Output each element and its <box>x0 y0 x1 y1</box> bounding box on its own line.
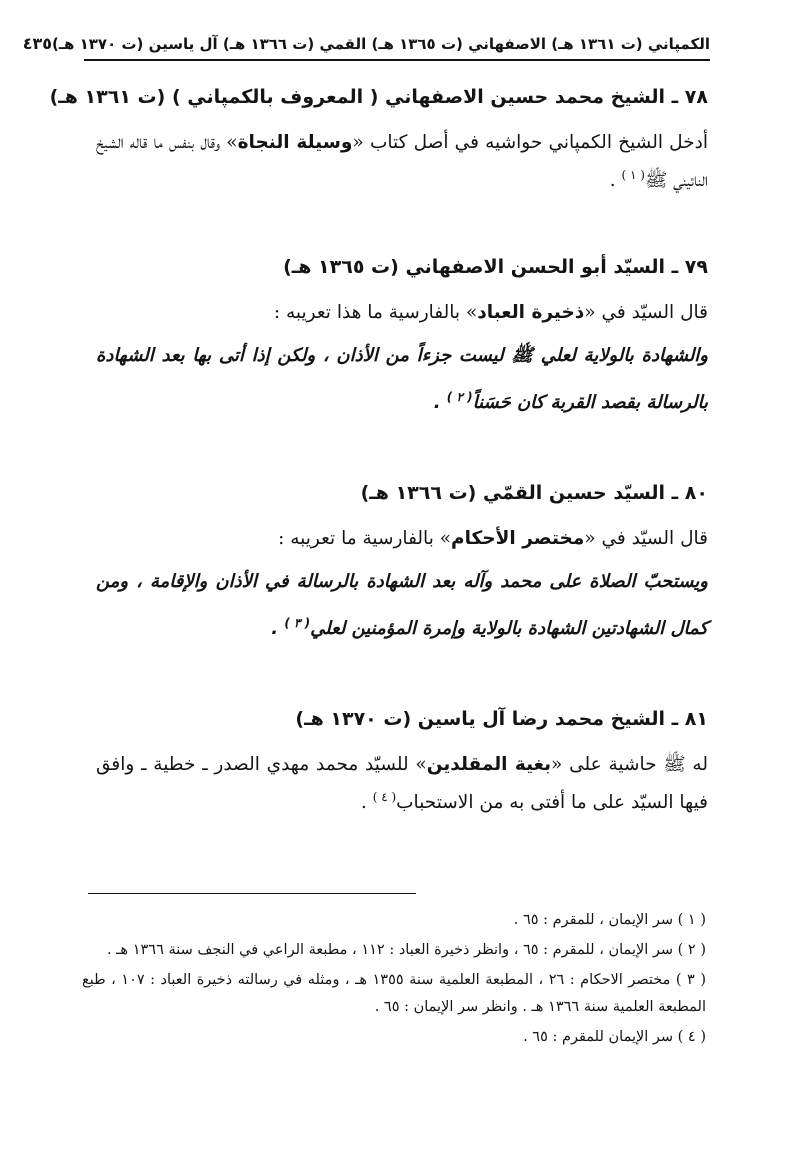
footnote-reference: ( ٣ ) <box>284 616 311 630</box>
running-title: الكمپاني (ت ١٣٦١ هـ) الاصفهاني (ت ١٣٦٥ هـ) القمي (ت ١٣٦٦ هـ) آل ياسين (ت ١٣٧٠ هـ) <box>52 35 710 53</box>
footnote-reference: ( ٢ ) <box>446 390 473 404</box>
book-title: وسيلة النجاة <box>237 132 353 153</box>
footnotes <box>82 907 706 1054</box>
book-title: ذخيرة العباد <box>477 302 585 323</box>
entry-81 <box>96 702 708 822</box>
quoted-ruling: ويستحبّ الصلاة على محمد وآله بعد الشهادة بالرسالة في الأذان والإقامة ، ومن كمال الشهادتين الشهادة بالولاية وإمرة المؤمنين لعلي$^{( ٣ )}$ . <box>96 571 708 639</box>
entry-paragraph: له ﷺ حاشية على «بغية المقلدين» للسيّد محمد مهدي الصدر ـ خطية ـ وافق فيها السيّد على ما أفتى به من الاستحباب$^{( ٤ )}$ . <box>96 754 708 813</box>
entry-intro: قال السيّد في «مختصر الأحكام» بالفارسية ما تعريبه : <box>278 528 708 549</box>
book-title: مختصر الأحكام <box>451 528 585 549</box>
footnote-reference: ( ١ ) <box>621 167 645 182</box>
entry-80 <box>96 476 708 652</box>
running-header <box>22 34 710 61</box>
entry-title: ٧٨ ـ الشيخ محمد حسين الاصفهاني ( المعروف بالكمپاني ) (ت ١٣٦١ هـ) <box>49 86 708 108</box>
footnote: ( ٢ ) سر الإيمان ، للمقرم : ٦٥ ، وانظر ذخيرة العباد : ١١٢ ، مطبعة الراعي في النجف سنة ١٣٦٦ هـ . <box>106 942 706 958</box>
page-number: ٤٣٥ <box>22 34 52 53</box>
entry-title: ٧٩ ـ السيّد أبو الحسن الاصفهاني (ت ١٣٦٥ هـ) <box>283 256 708 278</box>
entry-79 <box>96 250 708 426</box>
footnote: ( ٤ ) سر الإيمان للمقرم : ٦٥ . <box>523 1029 706 1045</box>
footnote-reference: ( ٤ ) <box>372 789 397 804</box>
entry-paragraph: أدخل الشيخ الكمپاني حواشيه في أصل كتاب «وسيلة النجاة» وقال بنفس ما قاله الشيخ النائيني ﷺ$^{( ١ )}$ . <box>96 132 708 191</box>
main-text <box>49 80 708 872</box>
footnote-separator <box>88 893 416 894</box>
footnote: ( ١ ) سر الإيمان ، للمقرم : ٦٥ . <box>513 912 706 928</box>
book-title: بغية المقلدين <box>426 754 552 775</box>
entry-title: ٨٠ ـ السيّد حسين القمّي (ت ١٣٦٦ هـ) <box>360 482 708 504</box>
quoted-ruling: والشهادة بالولاية لعلي ﷺ ليست جزءاً من الأذان ، ولكن إذا أتى بها بعد الشهادة بالرسالة بقصد القربة كان حَسَناً$^{( ٢ )}$ . <box>96 345 708 413</box>
entry-title: ٨١ ـ الشيخ محمد رضا آل ياسين (ت ١٣٧٠ هـ) <box>295 708 708 730</box>
footnote: ( ٣ ) مختصر الاحكام : ٢٦ ، المطبعة العلمية سنة ١٣٥٥ هـ ، ومثله في رسالته ذخيرة العباد : ١٠٧ ، طبع المطبعة العلمية سنة ١٣٦٦ هـ . وانظر سر الإيمان : ٦٥ . <box>82 972 706 1015</box>
entry-78 <box>49 80 708 200</box>
entry-intro: قال السيّد في «ذخيرة العباد» بالفارسية ما هذا تعريبه : <box>273 302 708 323</box>
